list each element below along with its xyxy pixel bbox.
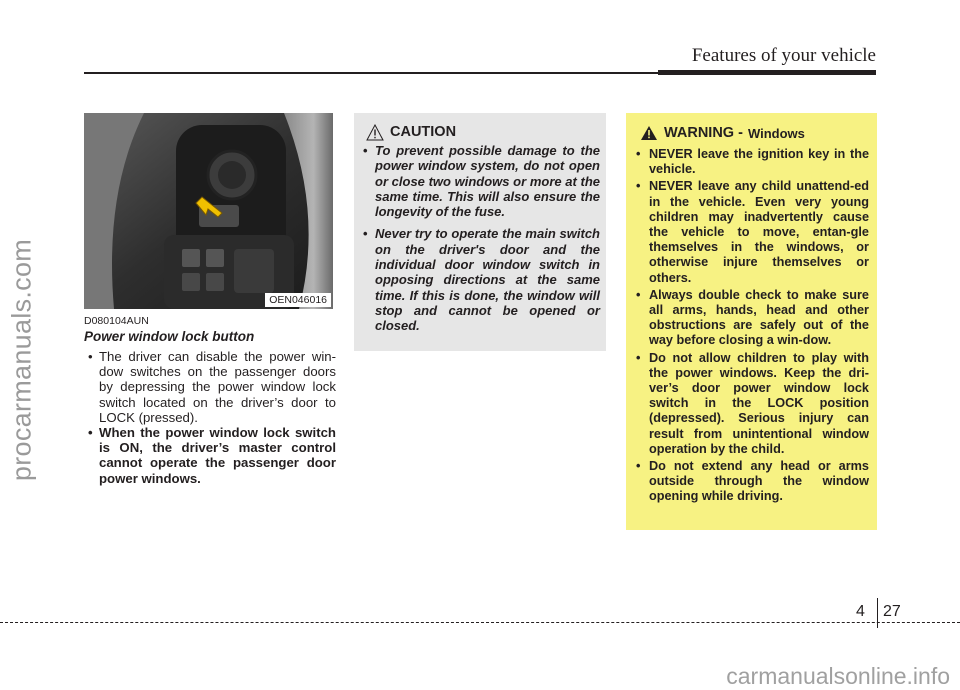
caution-item: • To prevent possible damage to the power window system, do not open or close two windows or more at the same time. This will also ensure the longevity of the fuse. bbox=[360, 143, 600, 219]
caution-title: CAUTION bbox=[390, 124, 457, 140]
warning-header bbox=[640, 122, 805, 144]
caution-box bbox=[354, 113, 606, 351]
warning-title: WARNING - bbox=[664, 125, 743, 141]
warning-triangle-icon bbox=[640, 125, 658, 141]
warning-subtitle: Windows bbox=[747, 125, 805, 141]
body-item: • The driver can disable the power win-dow switches on the passenger doors by depressing the power window lock switch located on the driver’s door to LOCK (pressed). bbox=[84, 349, 336, 425]
bottom-watermark: carmanualsonline.info bbox=[726, 663, 950, 689]
warning-item: • NEVER leave any child unattend-ed in the vehicle. Even very young children may inadvertently cause the vehicle to move, entan-gle themselves in the windows, or otherwise injure themselves or others. bbox=[634, 179, 869, 285]
caution-item: • Never try to operate the main switch on the driver's door and the individual door window switch in opposing directions at the same time. If this is done, the window will stop and cannot be opened or closed. bbox=[360, 226, 600, 333]
warning-item: • NEVER leave the ignition key in the vehicle. bbox=[634, 147, 869, 177]
warning-box bbox=[626, 113, 877, 530]
side-watermark bbox=[2, 150, 42, 570]
body-item: • When the power window lock switch is ON, the driver’s master control cannot operate the passenger door power windows. bbox=[84, 425, 336, 486]
footer-rule bbox=[0, 622, 960, 623]
warning-item: • Do not extend any head or arms outside through the window opening while driving. bbox=[634, 459, 869, 505]
caution-header bbox=[366, 121, 456, 143]
window-switch-panel-photo-icon bbox=[84, 113, 333, 309]
caution-triangle-icon bbox=[366, 124, 384, 141]
section-title: Power window lock button bbox=[84, 329, 255, 344]
section-header-title: Features of your vehicle bbox=[691, 45, 876, 66]
side-watermark-text: procarmanuals.com bbox=[6, 238, 37, 482]
photo-code: OEN046016 bbox=[265, 293, 331, 307]
page-number: 27 bbox=[883, 603, 901, 620]
section-code: D080104AUN bbox=[84, 315, 149, 327]
caution-list bbox=[360, 143, 600, 341]
warning-list bbox=[634, 147, 869, 507]
warning-item: • Always double check to make sure all arms, hands, head and other obstructions are safely out of the way before closing a win-dow. bbox=[634, 288, 869, 349]
chapter-number: 4 bbox=[856, 603, 865, 620]
body-list bbox=[84, 349, 336, 486]
warning-item: • Do not allow children to play with the power windows. Keep the dri-ver’s door power window lock switch in the LOCK position (depressed). Serious injury can result from unintentional window operation by the child. bbox=[634, 351, 869, 457]
header-rule-accent bbox=[658, 70, 876, 75]
header-rule bbox=[84, 72, 658, 74]
page-number-divider bbox=[877, 598, 878, 628]
window-switch-photo bbox=[84, 113, 333, 309]
